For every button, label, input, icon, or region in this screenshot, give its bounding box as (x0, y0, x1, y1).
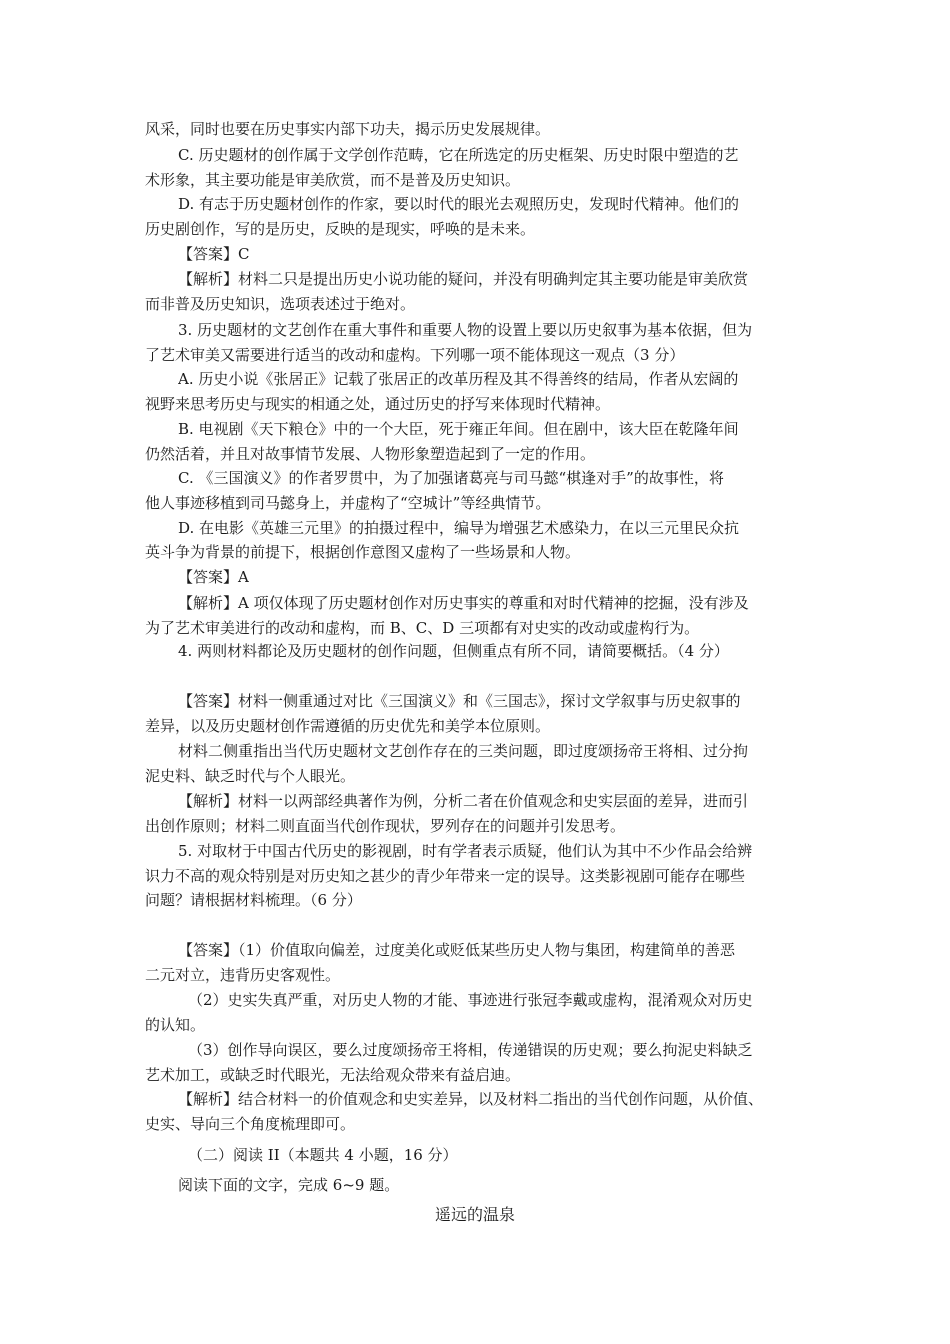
answer-text: 【答案】（1）价值取向偏差，过度美化或贬低某些历史人物与集团，构建简单的善恶 (178, 941, 736, 959)
text-line: 历史剧创作，写的是历史，反映的是现实，呼唤的是未来。 (145, 220, 536, 238)
text-line: 的认知。 (145, 1016, 206, 1034)
text-line: 而非普及历史知识，选项表述过于绝对。 (145, 295, 416, 313)
text-line: 识力不高的观众特别是对历史知之甚少的青少年带来一定的误导。这类影视剧可能存在哪些 (145, 867, 746, 885)
answer-text: 材料二侧重指出当代历史题材文艺创作存在的三类问题，即过度颂扬帝王将相、过分拘 (178, 742, 749, 760)
option-b: B. 电视剧《天下粮仓》中的一个大臣，死于雍正年间。但在剧中，该大臣在乾隆年间 (178, 420, 739, 438)
text-line: 他人事迹移植到司马懿身上，并虚构了“空城计”等经典情节。 (145, 494, 551, 512)
text-line: 泥史料、缺乏时代与个人眼光。 (145, 767, 356, 785)
option-d: D. 有志于历史题材创作的作家，要以时代的眼光去观照历史，发现时代精神。他们的 (178, 195, 740, 213)
question-5: 5. 对取材于中国古代历史的影视剧，时有学者表示质疑，他们认为其中不少作品会给辨 (178, 842, 753, 860)
text-line: 差异，以及历史题材创作需遵循的历史优先和美学本位原则。 (145, 717, 551, 735)
option-a: A. 历史小说《张居正》记载了张居正的改革历程及其不得善终的结局，作者从宏阔的 (178, 370, 739, 388)
question-4: 4. 两则材料都论及历史题材的创作问题，但侧重点有所不同，请简要概括。（4 分） (178, 642, 729, 660)
text-line: 视野来思考历史与现实的相通之处，通过历史的抒写来体现时代精神。 (145, 395, 611, 413)
text-line: 仍然活着，并且对故事情节发展、人物形象塑造起到了一定的作用。 (145, 445, 596, 463)
text-line: 二元对立，违背历史客观性。 (145, 966, 341, 984)
answer-point-2: （2）史实失真严重，对历史人物的才能、事迹进行张冠李戴或虚构，混淆观众对历史 (188, 991, 753, 1009)
question-3: 3. 历史题材的文艺创作在重大事件和重要人物的设置上要以历史叙事为基本依据，但为 (178, 321, 753, 339)
instruction-text: 阅读下面的文字，完成 6~9 题。 (178, 1176, 400, 1194)
analysis-text: 【解析】A 项仅体现了历史题材创作对历史事实的尊重和对时代精神的挖掘，没有涉及 (178, 594, 749, 612)
option-c: C. 历史题材的创作属于文学创作范畴，它在所选定的历史框架、历史时限中塑造的艺 (178, 146, 739, 164)
answer-label: 【答案】A (178, 568, 249, 586)
text-line: 史实、导向三个角度梳理即可。 (145, 1115, 356, 1133)
option-d: D. 在电影《英雄三元里》的拍摄过程中，编导为增强艺术感染力，在以三元里民众抗 (178, 519, 740, 537)
text-line: 为了艺术审美进行的改动和虚构，而 B、C、D 三项都有对史实的改动或虚构行为。 (145, 619, 700, 637)
answer-label: 【答案】C (178, 245, 250, 263)
analysis-text: 【解析】材料一以两部经典著作为例，分析二者在价值观念和史实层面的差异，进而引 (178, 792, 749, 810)
text-line: 问题？请根据材料梳理。（6 分） (145, 891, 362, 909)
answer-text: 【答案】材料一侧重通过对比《三国演义》和《三国志》，探讨文学叙事与历史叙事的 (178, 692, 741, 710)
text-line: 风采，同时也要在历史事实内部下功夫，揭示历史发展规律。 (145, 120, 551, 138)
section-heading: （二）阅读 II（本题共 4 小题，16 分） (188, 1146, 458, 1164)
analysis-text: 【解析】材料二只是提出历史小说功能的疑问，并没有明确判定其主要功能是审美欣赏 (178, 270, 749, 288)
text-line: 了艺术审美又需要进行适当的改动和虚构。下列哪一项不能体现这一观点（3 分） (145, 346, 685, 364)
option-c: C. 《三国演义》的作者罗贯中，为了加强诸葛亮与司马懿“棋逢对手”的故事性，将 (178, 469, 724, 487)
text-line: 术形象，其主要功能是审美欣赏，而不是普及历史知识。 (145, 171, 521, 189)
answer-point-3: （3）创作导向误区，要么过度颂扬帝王将相，传递错误的历史观；要么拘泥史料缺乏 (188, 1041, 753, 1059)
text-line: 英斗争为背景的前提下，根据创作意图又虚构了一些场景和人物。 (145, 543, 581, 561)
text-line: 出创作原则；材料二则直面当代创作现状，罗列存在的问题并引发思考。 (145, 817, 626, 835)
article-title: 遥远的温泉 (434, 1205, 515, 1224)
text-line: 艺术加工，或缺乏时代眼光，无法给观众带来有益启迪。 (145, 1066, 521, 1084)
analysis-text: 【解析】结合材料一的价值观念和史实差异，以及材料二指出的当代创作问题，从价值、 (178, 1090, 764, 1108)
